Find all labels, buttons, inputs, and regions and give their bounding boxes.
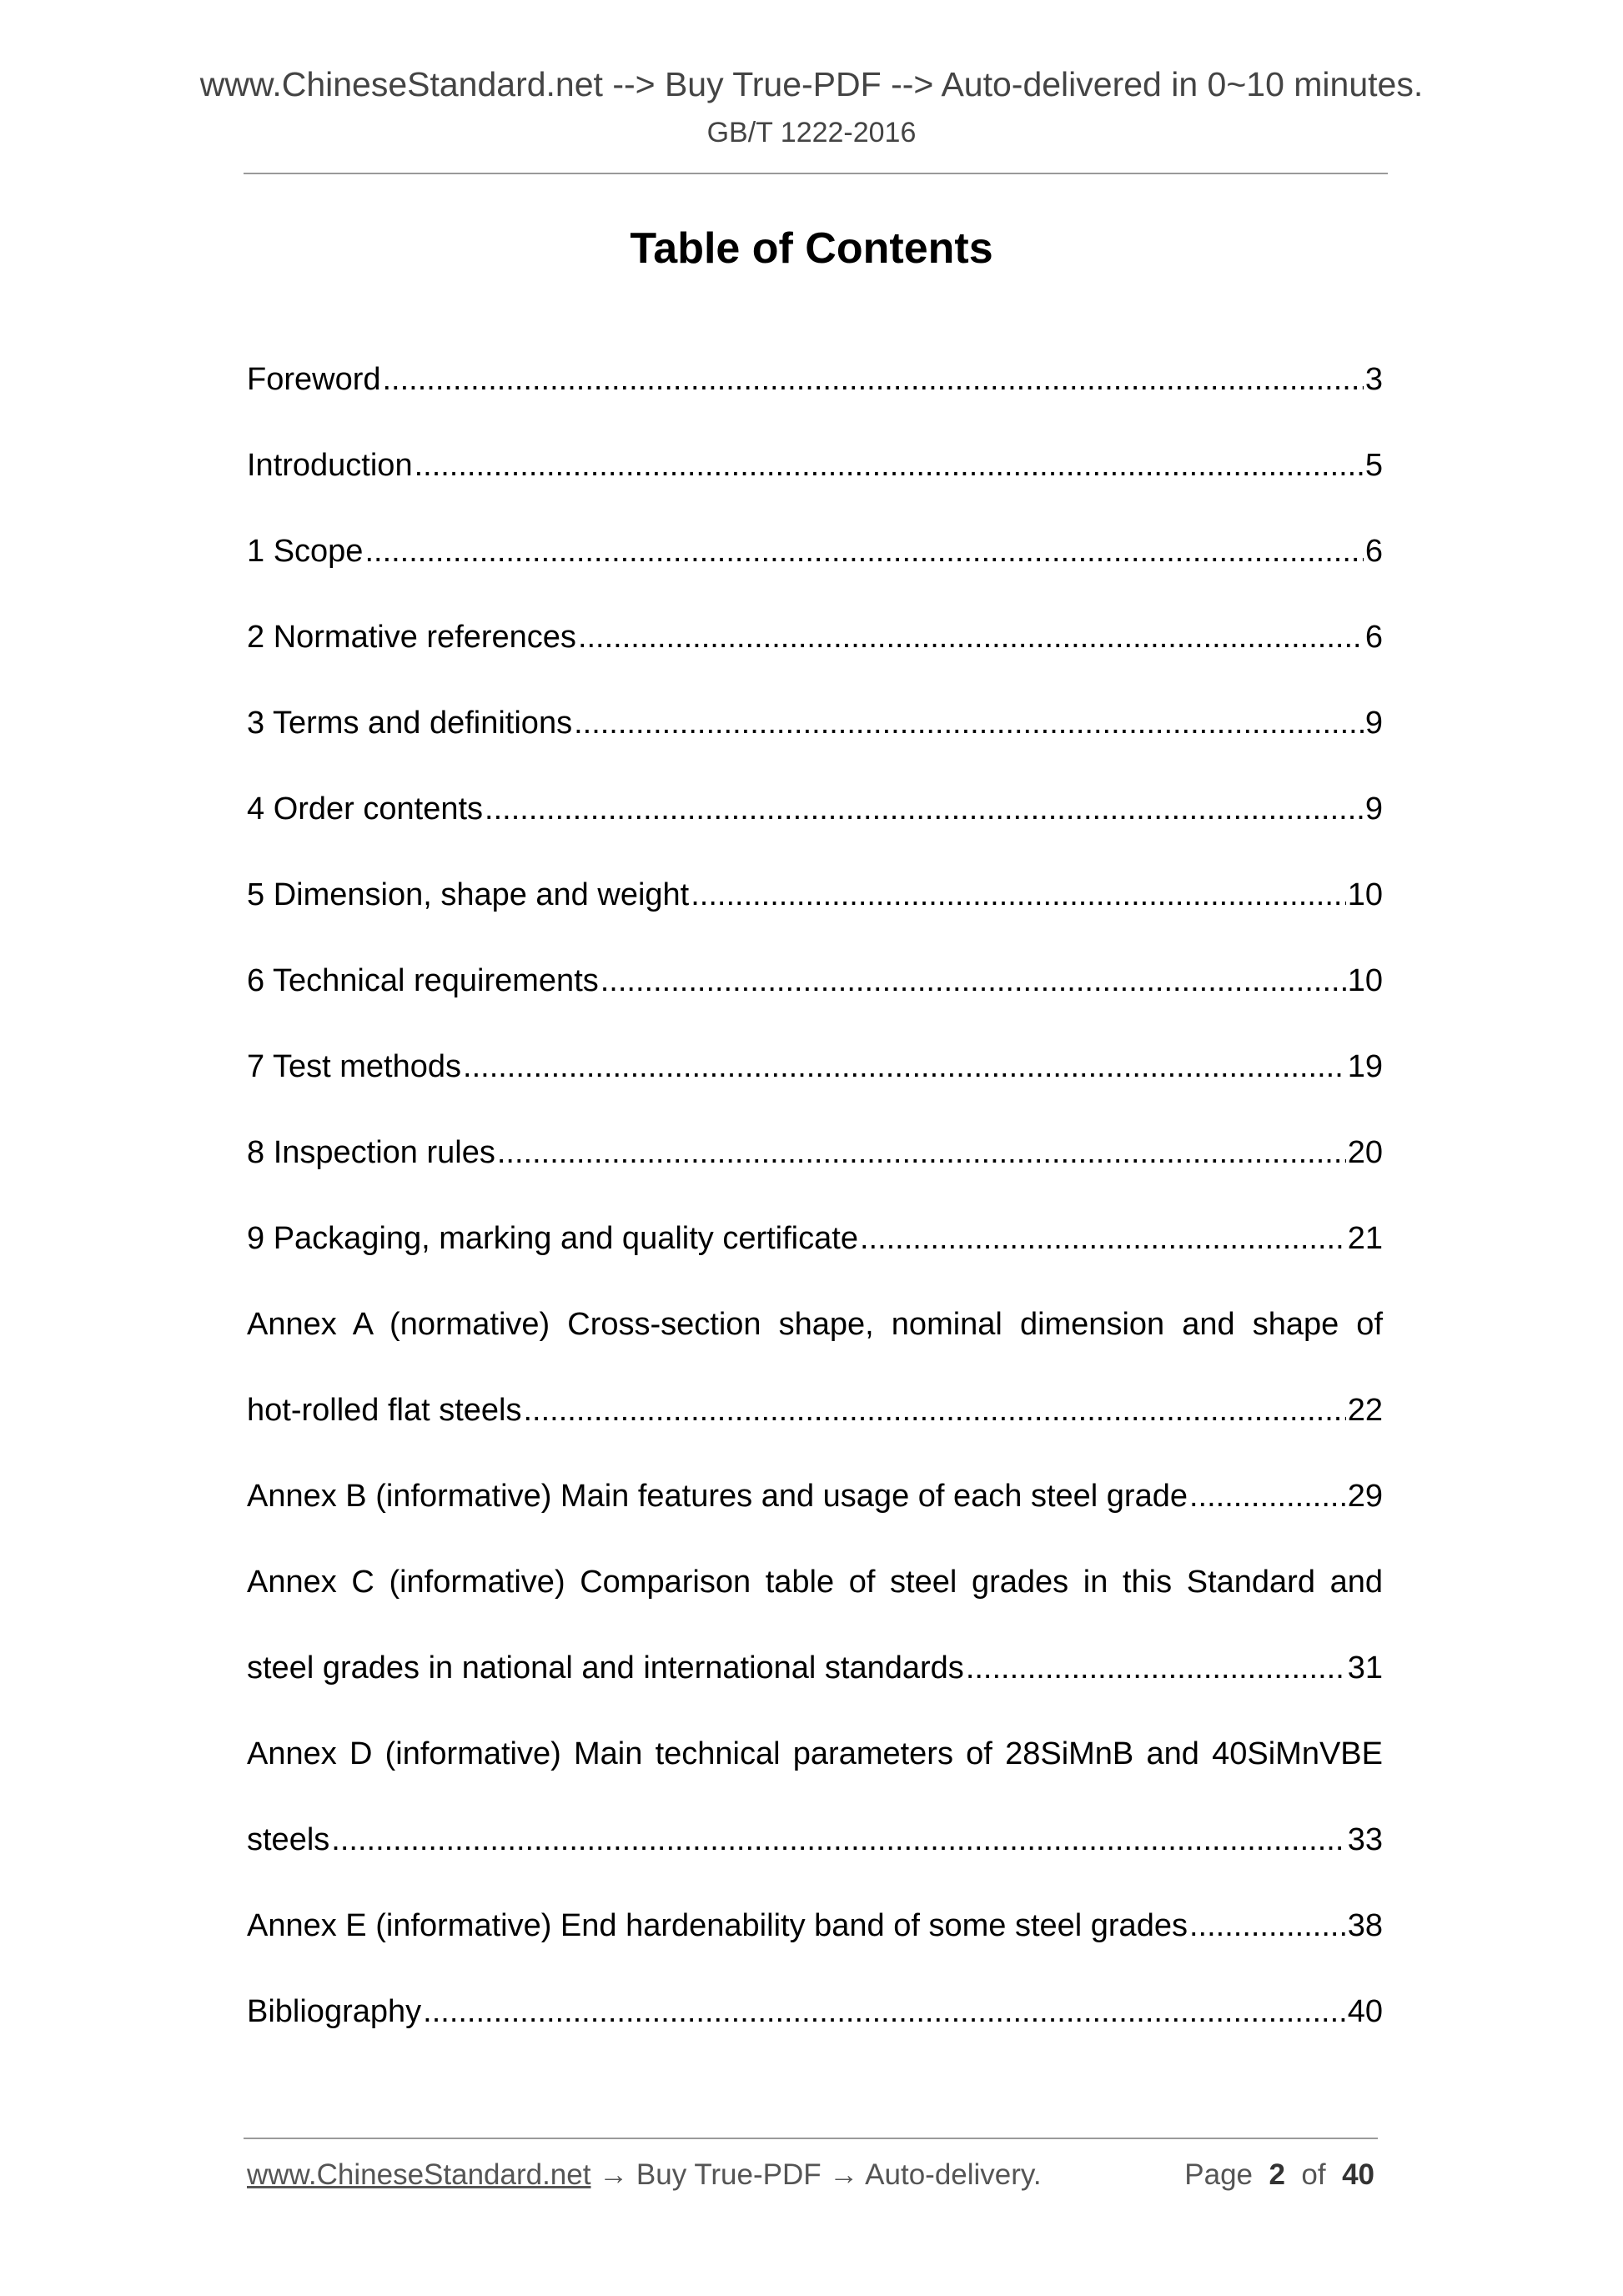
toc-label: 6 Technical requirements — [247, 963, 599, 998]
toc-page-number: 6 — [1364, 534, 1383, 569]
page-current: 2 — [1269, 2158, 1285, 2191]
toc-label-line2: steel grades in national and international standards — [247, 1650, 964, 1686]
toc-page-number: 21 — [1347, 1221, 1383, 1256]
footer-site-link[interactable]: www.ChineseStandard.net — [247, 2158, 591, 2191]
toc-page-number: 31 — [1347, 1650, 1383, 1686]
toc-entry-annex-a-line1[interactable] — [247, 1296, 1383, 1382]
toc-entry-annex-d-line2[interactable] — [247, 1811, 1383, 1897]
toc-entry-inspection-rules[interactable] — [247, 1124, 1383, 1210]
toc-page-number: 5 — [1364, 448, 1383, 483]
toc-leader-dots — [497, 1124, 1346, 1181]
toc-label: Bibliography — [247, 1994, 422, 2029]
footer-delivery-text: → Buy True-PDF → Auto-delivery. — [590, 2158, 1042, 2191]
toc-page-number: 38 — [1347, 1908, 1383, 1943]
toc-entry-technical-requirements[interactable] — [247, 952, 1383, 1038]
toc-label: 4 Order contents — [247, 791, 484, 826]
toc-page-number: 29 — [1347, 1479, 1383, 1514]
toc-leader-dots — [860, 1210, 1346, 1267]
standard-code: GB/T 1222-2016 — [706, 117, 917, 148]
toc-entry-foreword[interactable] — [247, 351, 1383, 437]
toc-label: Annex E (informative) End hardenability band of some steel grades — [247, 1908, 1188, 1943]
page-word: Page — [1184, 2158, 1254, 2191]
toc-page-number: 19 — [1347, 1049, 1383, 1084]
toc-leader-dots — [383, 351, 1364, 408]
toc-leader-dots — [463, 1038, 1346, 1095]
toc-label: Annex B (informative) Main features and usage of each steel grade — [247, 1479, 1188, 1514]
toc-label: 2 Normative references — [247, 620, 576, 655]
toc-label: Introduction — [247, 448, 413, 483]
page-indicator — [1184, 2158, 1374, 2192]
page-total: 40 — [1342, 2158, 1374, 2191]
header-banner: www.ChineseStandard.net --> Buy True-PDF --> Auto-delivered in 0~10 minutes. — [199, 65, 1424, 103]
toc-page-number: 9 — [1364, 791, 1383, 826]
toc-leader-dots — [331, 1811, 1345, 1868]
toc-entry-bibliography[interactable] — [247, 1983, 1383, 2069]
toc-leader-dots — [423, 1983, 1346, 2040]
toc-leader-dots — [600, 952, 1346, 1009]
toc-page-number: 10 — [1347, 963, 1383, 998]
toc-page-number: 9 — [1364, 706, 1383, 741]
toc-entry-introduction[interactable] — [247, 437, 1383, 523]
toc-label: 3 Terms and definitions — [247, 706, 573, 741]
toc-entry-scope[interactable] — [247, 523, 1383, 609]
toc-entry-packaging-marking[interactable] — [247, 1210, 1383, 1296]
toc-entry-normative-references[interactable] — [247, 609, 1383, 695]
toc-entry-order-contents[interactable] — [247, 781, 1383, 867]
toc-entry-annex-b[interactable] — [247, 1468, 1383, 1554]
toc-page-number: 22 — [1347, 1393, 1383, 1428]
toc-leader-dots — [524, 1382, 1346, 1439]
toc-leader-dots — [691, 867, 1346, 923]
footer-divider — [244, 2138, 1378, 2139]
toc-entry-annex-d-line1[interactable] — [247, 1726, 1383, 1811]
toc-label-line1: Annex C (informative) Comparison table of steel grades in this Standard and — [247, 1565, 1383, 1600]
toc-leader-dots — [966, 1640, 1346, 1696]
toc-leader-dots — [415, 437, 1364, 494]
page-title: Table of Contents — [630, 224, 993, 273]
footer-left — [247, 2158, 1042, 2192]
toc-label-line1: Annex A (normative) Cross-section shape, nominal dimension and shape of — [247, 1307, 1383, 1342]
toc-label: 1 Scope — [247, 534, 364, 569]
toc-leader-dots — [364, 523, 1363, 580]
toc-label-line1: Annex D (informative) Main technical parameters of 28SiMnB and 40SiMnVBE — [247, 1736, 1383, 1771]
header-divider — [244, 173, 1388, 174]
toc-leader-dots — [574, 695, 1364, 751]
toc-entry-annex-c-line1[interactable] — [247, 1554, 1383, 1640]
toc-page-number: 40 — [1347, 1994, 1383, 2029]
toc-entry-terms-definitions[interactable] — [247, 695, 1383, 781]
toc-entry-test-methods[interactable] — [247, 1038, 1383, 1124]
toc-label: 7 Test methods — [247, 1049, 462, 1084]
table-of-contents — [247, 351, 1383, 2069]
toc-label: Foreword — [247, 362, 381, 397]
toc-label: 8 Inspection rules — [247, 1135, 495, 1170]
toc-page-number: 10 — [1347, 877, 1383, 912]
toc-page-number: 6 — [1364, 620, 1383, 655]
toc-leader-dots — [1189, 1468, 1346, 1525]
toc-label: 9 Packaging, marking and quality certificate — [247, 1221, 858, 1256]
toc-entry-annex-e[interactable] — [247, 1897, 1383, 1983]
toc-label-line2: hot-rolled flat steels — [247, 1393, 522, 1428]
toc-entry-annex-a-line2[interactable] — [247, 1382, 1383, 1468]
toc-leader-dots — [1189, 1897, 1346, 1954]
toc-page-number: 20 — [1347, 1135, 1383, 1170]
toc-entry-dimension-shape-weight[interactable] — [247, 867, 1383, 952]
toc-leader-dots — [578, 609, 1364, 666]
toc-page-number: 3 — [1364, 362, 1383, 397]
toc-entry-annex-c-line2[interactable] — [247, 1640, 1383, 1726]
toc-leader-dots — [485, 781, 1364, 837]
toc-label: 5 Dimension, shape and weight — [247, 877, 690, 912]
of-word: of — [1301, 2158, 1326, 2191]
toc-page-number: 33 — [1347, 1822, 1383, 1857]
toc-label-line2: steels — [247, 1822, 330, 1857]
